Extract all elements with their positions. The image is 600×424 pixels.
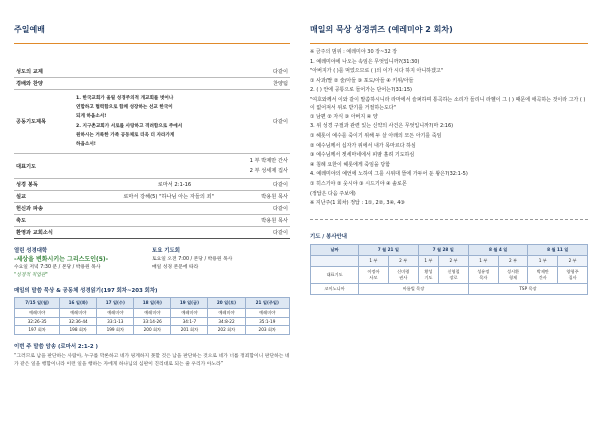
order-leader: 다같이 bbox=[272, 182, 288, 189]
quiz-title: 매일의 묵상 성경퀴즈 (예레미야 2 회차) bbox=[310, 25, 453, 34]
prayer-line: 1. 한국교회가 올릴 성경주의적 개교회를 벗어나 bbox=[76, 96, 174, 101]
order-row bbox=[14, 215, 290, 227]
box-subtitle: -세상을 변화시키는 그리스도인(5)- bbox=[14, 256, 109, 264]
rep-name: 1 부 박제만 간사 bbox=[249, 158, 288, 165]
table-cell: 코이노니아 bbox=[311, 283, 359, 294]
table-row bbox=[15, 309, 290, 318]
representative-prayer bbox=[14, 154, 290, 179]
bible-quiz bbox=[310, 48, 588, 209]
memory-verse-title: 이번 주 말씀 암송 (로마서 2:1-2 ) bbox=[14, 344, 98, 351]
quiz-option: ② 예수님께서 십자가 위에서 내가 목마르다 하심 bbox=[310, 142, 416, 149]
quiz-option: ① 헤롯이 예수를 죽이기 위해 두 살 아래의 모든 아기를 죽임 bbox=[310, 132, 442, 139]
quiz-text: "여호와께서 이와 같이 말씀하시니라 라마에서 슬퍼하며 통곡하는 소리가 들리니 라헬이 그 ( ) 때문에 애곡하는 것이라 그가 ( )이 없어져서 위로 받기를 거절하는도다" bbox=[310, 96, 586, 112]
order-label: 성경 봉독 bbox=[16, 182, 38, 189]
order-row bbox=[14, 66, 290, 78]
order-row bbox=[14, 191, 290, 203]
table-cell bbox=[311, 255, 359, 266]
table-cell: 33:1-13 bbox=[97, 318, 134, 326]
order-label: 경배와 찬양 bbox=[16, 81, 43, 87]
box-info: 수요일 저녁 7:30 분 / 본당 / 박용원 목사 bbox=[14, 265, 101, 271]
order-row bbox=[14, 227, 290, 239]
table-row bbox=[311, 283, 588, 294]
table-cell: 아름빌 목장 bbox=[359, 283, 469, 294]
quiz-question: 1. 예레미야에 나오는 속임은 무엇입니까?(31:30) bbox=[310, 58, 420, 65]
table-header-cell: 8 월 4 일 bbox=[468, 244, 528, 255]
saturday-prayer-box bbox=[152, 247, 290, 280]
prayer-line: 원하시는 거룩한 가족 공동체로 더욱 더 자라가게 bbox=[76, 132, 175, 138]
table-cell: 2 부 bbox=[439, 255, 469, 266]
worship-title: 주일예배 bbox=[14, 25, 45, 34]
order-content: 로마서 강해(5) "하나님 아는 자들의 죄" bbox=[123, 194, 214, 201]
order-label: 환영과 교회소식 bbox=[16, 230, 53, 237]
prayer-text bbox=[76, 94, 258, 149]
table-cell: 박제만 간사 bbox=[528, 266, 558, 283]
table-header-row bbox=[15, 298, 290, 309]
table-header-cell: 19 일(금) bbox=[171, 298, 208, 309]
prayer-line: 하옵소서! bbox=[76, 142, 96, 148]
table-subheader-row bbox=[311, 255, 588, 266]
order-leader: 다같이 bbox=[272, 230, 288, 237]
table-header-row bbox=[311, 244, 588, 255]
quiz-options: ① 히스기야 ② 웃시야 ③ 시드기야 ④ 솔로몬 bbox=[310, 180, 407, 187]
table-cell: 예레미야 bbox=[15, 309, 60, 318]
table-cell: 신미령 권사 bbox=[388, 266, 418, 283]
order-leader: 다같이 bbox=[272, 69, 288, 75]
rep-label: 대표기도 bbox=[16, 163, 37, 170]
order-row bbox=[14, 179, 290, 191]
table-header-cell: 7 월 28 일 bbox=[418, 244, 468, 255]
order-label: 설교 bbox=[16, 194, 27, 201]
table-cell: 2 부 bbox=[558, 255, 588, 266]
right-column bbox=[300, 0, 600, 295]
service-title: 기도 / 봉사안내 bbox=[310, 233, 347, 240]
table-cell: 1 부 bbox=[359, 255, 389, 266]
quiz-question: 2. ( ) 안에 공통으로 들어가는 단어는?(31:15) bbox=[310, 87, 412, 94]
box-title: 열린 성경대학 bbox=[14, 248, 48, 255]
order-label: 축도 bbox=[16, 218, 27, 225]
table-row bbox=[15, 318, 290, 326]
box-note: "성경적 직업관" bbox=[14, 273, 48, 279]
table-header-cell: 7/15 일(월) bbox=[15, 298, 60, 309]
prayer-leader: 다같이 bbox=[272, 119, 288, 126]
left-column bbox=[0, 0, 300, 368]
table-cell: 200 회차 bbox=[134, 326, 171, 335]
table-header-cell: 18 일(목) bbox=[134, 298, 171, 309]
table-cell: 예레미야 bbox=[208, 309, 245, 318]
table-header-cell: 21 일(주일) bbox=[245, 298, 289, 309]
table-cell: 199 회차 bbox=[97, 326, 134, 335]
order-leader: 찬양팀 bbox=[272, 81, 288, 87]
table-cell: 198 회차 bbox=[60, 326, 97, 335]
order-leader: 박용원 목사 bbox=[261, 218, 288, 225]
table-cell: 예레미야 bbox=[134, 309, 171, 318]
previous-answer: ※ 지난주(1 회차) 정답 : 1①, 2②, 3④, 4③ bbox=[310, 200, 405, 207]
box-info: 토요일 오전 7:00 / 본당 / 박용원 목사 bbox=[152, 257, 233, 263]
rep-names bbox=[76, 156, 288, 176]
table-cell: 32:26-35 bbox=[15, 318, 60, 326]
table-header-cell: 17 일(수) bbox=[97, 298, 134, 309]
table-cell: 1 부 bbox=[468, 255, 498, 266]
table-cell: 202 회차 bbox=[208, 326, 245, 335]
prayer-line: 되게 하옵소서! bbox=[76, 114, 107, 120]
table-cell: 1 부 bbox=[418, 255, 439, 266]
table-cell: 성시환 형제 bbox=[498, 266, 528, 283]
bible-reading-table bbox=[14, 297, 290, 335]
bible-reading-title: 매일의 말씀 묵상 & 공동체 성경읽기(197 회차~203 회차) bbox=[14, 288, 158, 295]
table-cell: 34:1-7 bbox=[171, 318, 208, 326]
section-divider bbox=[310, 219, 588, 220]
table-header-cell: 16 일(화) bbox=[60, 298, 97, 309]
table-header-cell: 20 일(토) bbox=[208, 298, 245, 309]
table-header-cell: 7 월 21 일 bbox=[359, 244, 419, 255]
order-label: 성도의 교제 bbox=[16, 69, 43, 75]
table-header-cell: 날짜 bbox=[311, 244, 359, 255]
table-cell: 34:8-22 bbox=[208, 318, 245, 326]
order-content: 로마서 2:1-16 bbox=[157, 182, 192, 189]
prayer-label: 공동기도제목 bbox=[16, 119, 47, 126]
bible-college-box bbox=[14, 247, 152, 280]
table-cell: 197 회차 bbox=[15, 326, 60, 335]
table-row bbox=[311, 266, 588, 283]
event-boxes bbox=[14, 247, 290, 280]
table-cell: TSP 목장 bbox=[468, 283, 587, 294]
table-cell: 예레미야 bbox=[245, 309, 289, 318]
quiz-question: 4. 예레미야의 예언에 노하여 그를 시위대 뜰에 가두어 둔 왕은?(32:1-5) bbox=[310, 171, 468, 178]
table-cell: 33:14-26 bbox=[134, 318, 171, 326]
table-cell: 예레미야 bbox=[97, 309, 134, 318]
table-cell: 35:1-19 bbox=[245, 318, 289, 326]
box-title: 토요 기도회 bbox=[152, 248, 180, 255]
quiz-options: ① 남편 ② 자식 ③ 아버지 ④ 양 bbox=[310, 113, 378, 120]
prayer-line: 연합하고 협력함으로 함께 성장하는 선교 한국이 bbox=[76, 105, 173, 111]
table-cell: 이정아 사모 bbox=[359, 266, 389, 283]
table-cell: 예레미야 bbox=[60, 309, 97, 318]
table-row bbox=[15, 326, 290, 335]
service-table bbox=[310, 244, 588, 295]
table-cell: 양형주 집사 bbox=[558, 266, 588, 283]
common-prayer bbox=[14, 90, 290, 154]
title-divider bbox=[310, 43, 588, 44]
table-cell: 201 회차 bbox=[171, 326, 208, 335]
table-cell: 신영철 장로 bbox=[439, 266, 469, 283]
table-cell: 황성 기도 bbox=[418, 266, 439, 283]
quiz-range: ※ 금주의 범위 : 예레미야 30 장~32 장 bbox=[310, 49, 398, 55]
box-info: 매일 성경 본문에 따라 bbox=[152, 265, 199, 271]
rep-name: 2 부 성세제 집사 bbox=[249, 168, 288, 175]
answer-hint: (정답은 다음 주보에) bbox=[310, 190, 356, 197]
order-leader: 박용원 목사 bbox=[261, 194, 288, 201]
worship-order bbox=[14, 66, 290, 239]
order-row bbox=[14, 203, 290, 215]
quiz-option: ④ 침례 요한이 헤롯에게 죽임을 당함 bbox=[310, 161, 391, 168]
table-cell: 32:36-44 bbox=[60, 318, 97, 326]
table-header-cell: 8 월 11 일 bbox=[528, 244, 588, 255]
order-label: 헌신과 파송 bbox=[16, 206, 43, 213]
title-divider bbox=[14, 43, 290, 44]
order-row bbox=[14, 78, 290, 90]
quiz-option: ③ 예수님께서 겟세마네에서 피땀 흘려 기도하심 bbox=[310, 152, 415, 159]
table-cell: 2 부 bbox=[388, 255, 418, 266]
table-cell: 대표기도 bbox=[311, 266, 359, 283]
memory-verse-text: “그러므로 남을 판단하는 사람아, 누구를 막론하고 네가 핑계하지 못할 것은 남을 판단하는 것으로 네가 너를 정죄함이니 판단하는 네가 같은 일을 행함이니라 이런 일을 행하는 자에게 하나님의 심판이 진리대로 되는 줄 우리가 아노라” bbox=[14, 354, 290, 367]
quiz-text: "아버지가 ( )를 먹었으므로 ( )의 이가 시다 하지 아니하겠고" bbox=[310, 68, 443, 75]
table-cell: 성유정 목자 bbox=[468, 266, 498, 283]
table-cell: 203 회차 bbox=[245, 326, 289, 335]
table-cell: 예레미야 bbox=[171, 309, 208, 318]
table-cell: 2 부 bbox=[498, 255, 528, 266]
quiz-options: ① 사과/딸 ② 술/아들 ③ 포도/아들 ④ 키위/아들 bbox=[310, 77, 414, 84]
prayer-line: 2. 지구촌교회가 서로를 사랑하고 격려함으로 주에서 bbox=[76, 123, 183, 129]
order-leader: 다같이 bbox=[272, 206, 288, 213]
table-cell: 1 부 bbox=[528, 255, 558, 266]
quiz-question: 3. 위 성경 구절과 관련 있는 신약의 사건은 무엇입니까?(마 2:16) bbox=[310, 123, 454, 130]
